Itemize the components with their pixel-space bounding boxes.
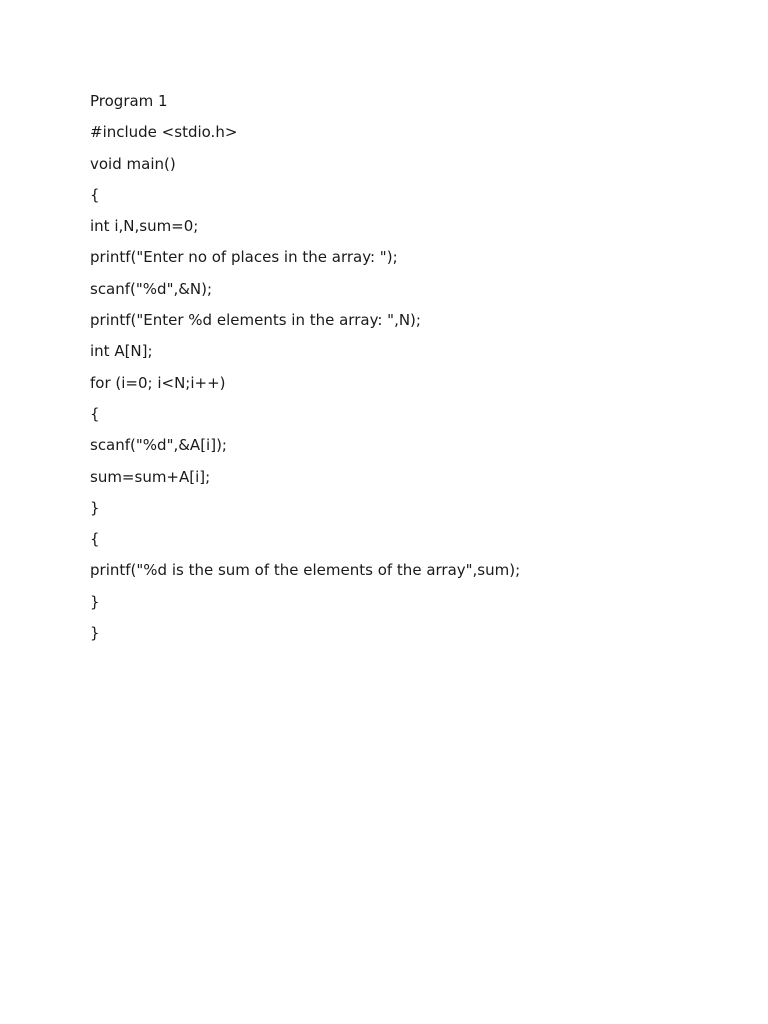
code-line-open-brace: { [90, 185, 100, 204]
code-line-loop-close-brace: } [90, 498, 100, 517]
code-line-declarations: int i,N,sum=0; [90, 217, 199, 236]
code-line-loop-open-brace: { [90, 404, 100, 423]
document-title: Program 1 [90, 92, 168, 110]
code-line-printf-sum: printf("%d is the sum of the elements of the array",sum); [90, 561, 521, 580]
code-line-scanf-n: scanf("%d",&N); [90, 279, 213, 298]
code-line-sum-update: sum=sum+A[i]; [90, 467, 211, 486]
code-line-block-close-brace: } [90, 592, 100, 611]
code-line-for-loop: for (i=0; i<N;i++) [90, 373, 226, 392]
code-line-printf-prompt: printf("Enter no of places in the array: "); [90, 248, 398, 267]
code-line-printf-elements: printf("Enter %d elements in the array: ",N); [90, 311, 421, 330]
document-body [90, 91, 730, 654]
code-line-scanf-element: scanf("%d",&A[i]); [90, 436, 227, 455]
code-line-main-close-brace: } [90, 624, 100, 643]
code-line-array-decl: int A[N]; [90, 342, 153, 361]
code-line-include: #include <stdio.h> [90, 123, 238, 142]
code-line-block-open-brace: { [90, 530, 100, 549]
code-line-main-signature: void main() [90, 154, 176, 173]
